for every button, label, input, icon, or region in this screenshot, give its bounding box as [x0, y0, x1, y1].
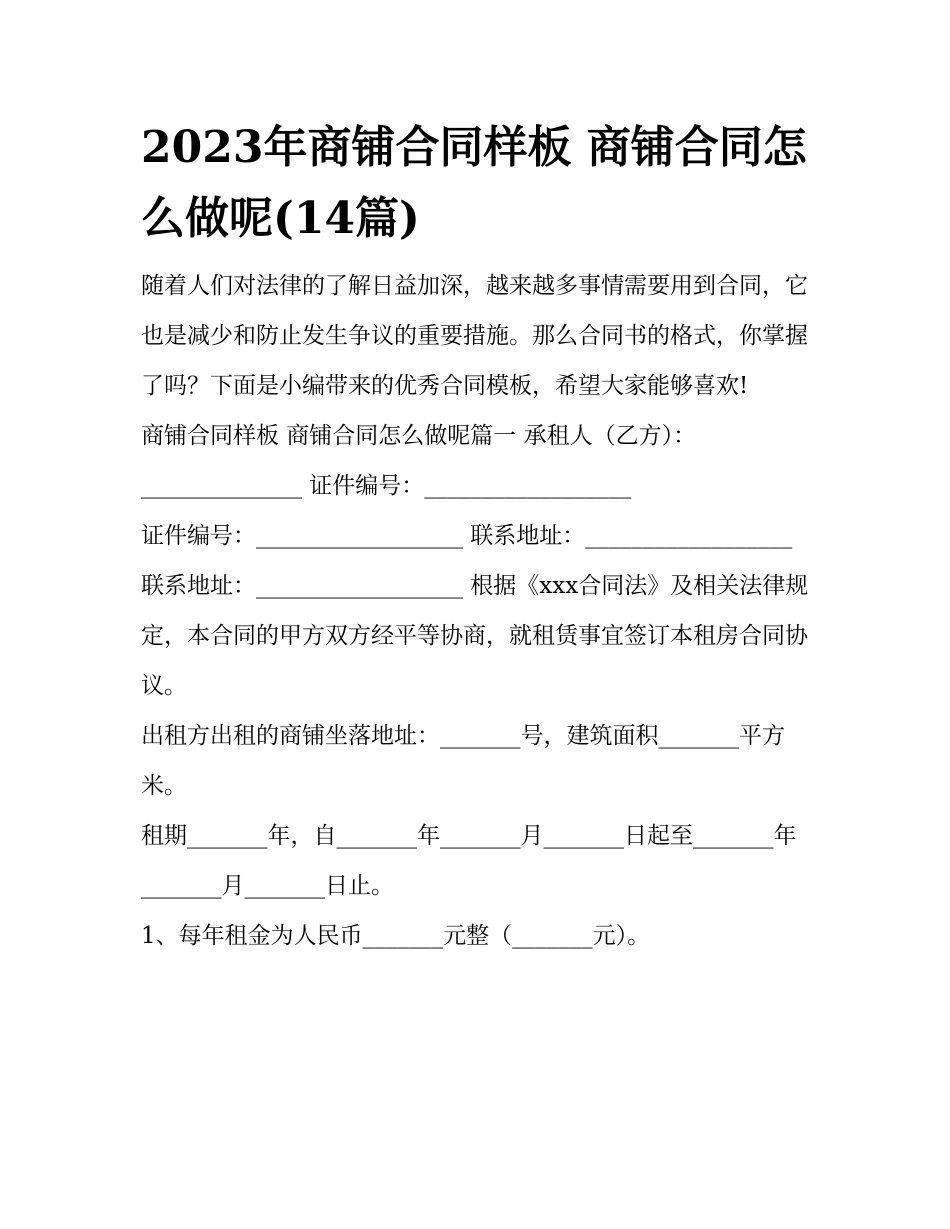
intro-paragraph: 随着人们对法律的了解日益加深，越来越多事情需要用到合同，它也是减少和防止发生争议的重要措施。那么合同书的格式，你掌握了吗？下面是小编带来的优秀合同模板，希望大家能够喜欢! [141, 273, 808, 399]
document-body [141, 112, 821, 961]
id-address-paragraph: 证件编号：__________________ 联系地址：__________________ [141, 523, 793, 549]
title-block [141, 112, 821, 254]
legal-basis-paragraph: 联系地址：__________________ 根据《xxx合同法》及相关法律规定，本合同的甲方双方经平等协商，就租赁事宜签订本租房合同协议。 [141, 573, 809, 699]
lease-term-paragraph: 租期_______年，自_______年_______月_______日起至_______年_______月_______日止。 [141, 823, 797, 899]
shop-location-paragraph: 出租方出租的商铺坐落地址：_______号，建筑面积_______平方米。 [141, 723, 785, 799]
document-title: 2023年商铺合同样板 商铺合同怎么做呢(14篇) [141, 122, 807, 244]
tenant-info-paragraph: 商铺合同样板 商铺合同怎么做呢篇一 承租人（乙方）：______________ 证件编号：__________________ [141, 423, 697, 499]
rent-clause-paragraph: 1、每年租金为人民币_______元整（_______元）。 [141, 923, 651, 949]
